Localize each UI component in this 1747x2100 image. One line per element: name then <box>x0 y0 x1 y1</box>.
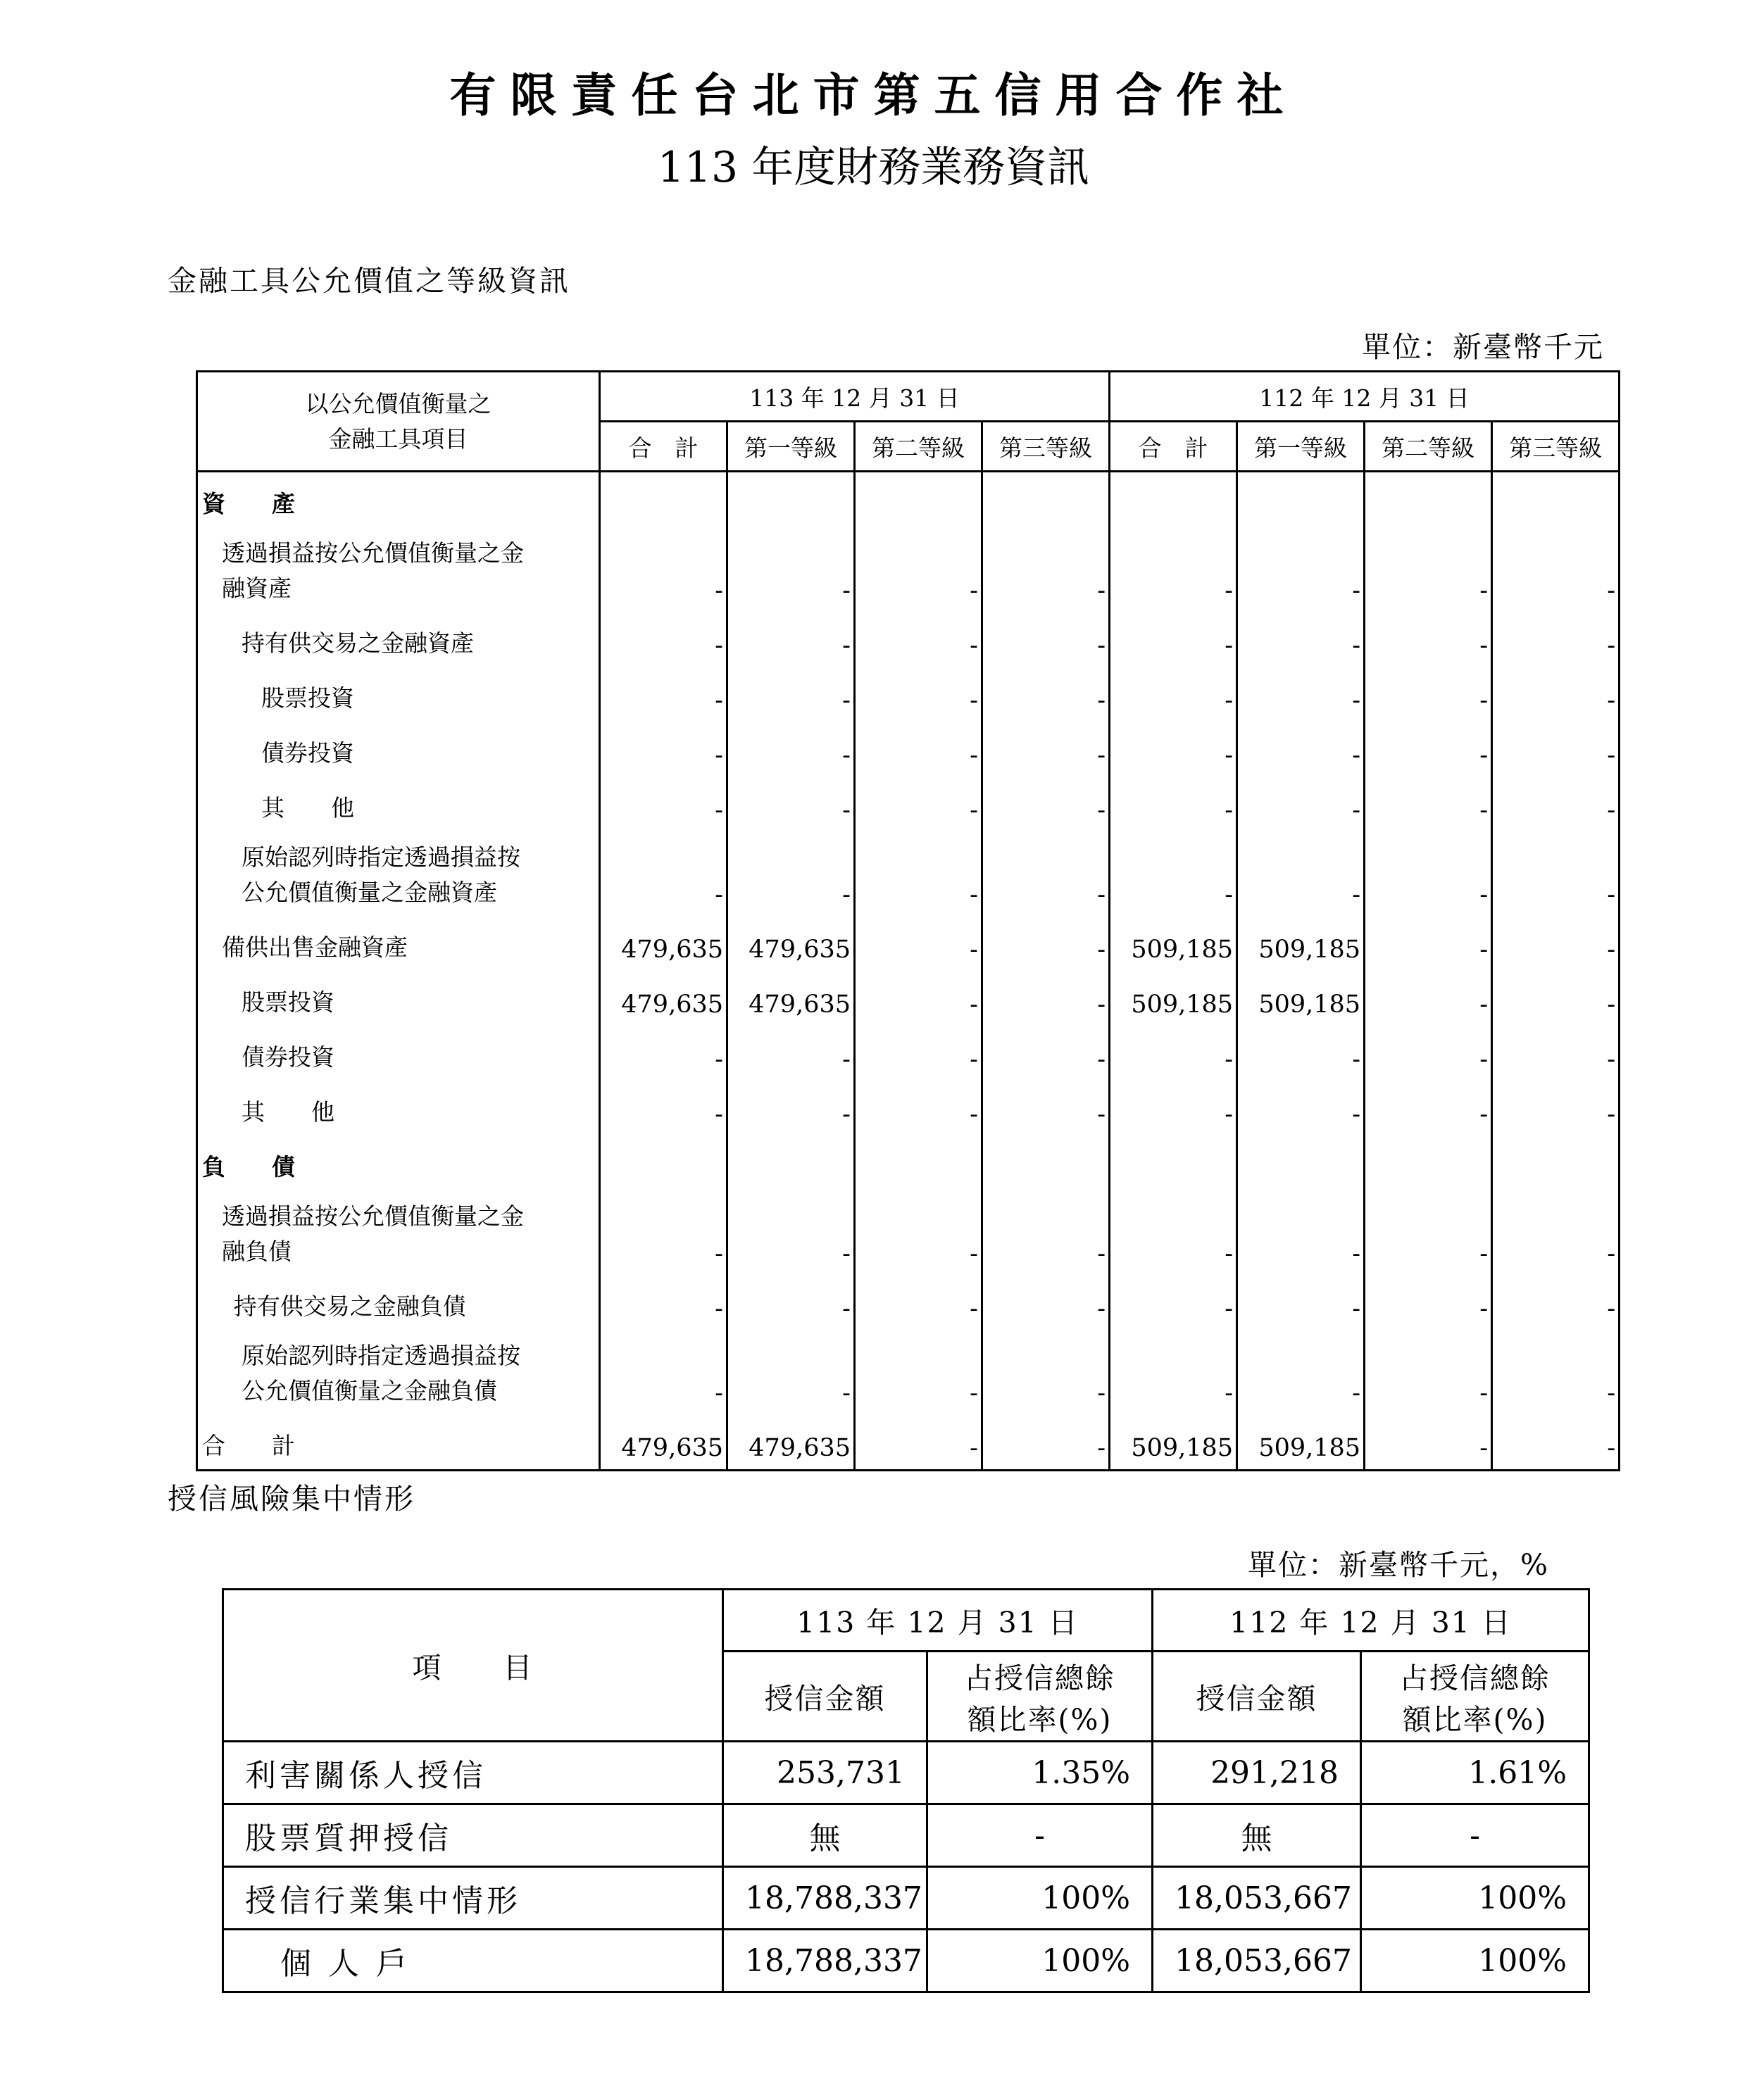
fair-value-section-title: 金融工具公允價值之等級資訊 <box>168 264 570 298</box>
credit-risk-table <box>222 1588 1590 1993</box>
row-label <box>197 472 600 528</box>
value-cell: - <box>1237 722 1365 777</box>
row-label <box>197 916 600 971</box>
row-label: 利害關係人授信 <box>223 1742 723 1804</box>
row-label <box>197 1275 600 1330</box>
credit-risk-section-title: 授信風險集中情形 <box>168 1482 415 1516</box>
value-cell: 479,635 <box>600 1414 727 1471</box>
value-cell: - <box>1361 1804 1589 1867</box>
value-cell: 479,635 <box>727 1414 855 1471</box>
value-cell <box>1110 1136 1237 1190</box>
value-cell: - <box>600 1081 727 1136</box>
value-cell: - <box>855 667 982 722</box>
row-label-line: 透過損益按公允價值衡量之金 <box>222 539 524 567</box>
row-label <box>197 722 600 777</box>
row-label-line: 股票投資 <box>242 988 334 1016</box>
value-cell: - <box>855 1330 982 1414</box>
value-cell: - <box>1237 1026 1365 1081</box>
table-row <box>197 1136 1620 1190</box>
value-cell: - <box>1492 1275 1620 1330</box>
value-cell: 479,635 <box>727 971 855 1026</box>
row-label-line: 原始認列時指定透過損益按 <box>242 1342 520 1369</box>
value-cell: - <box>1365 777 1492 831</box>
row-label <box>197 1026 600 1081</box>
row-label-line: 其 他 <box>242 1098 334 1126</box>
value-cell: - <box>1492 1190 1620 1275</box>
value-cell: - <box>1365 527 1492 612</box>
table-row <box>197 667 1620 722</box>
value-cell: 509,185 <box>1237 916 1365 971</box>
value-cell: - <box>982 1414 1110 1471</box>
value-cell: - <box>1237 1330 1365 1414</box>
value-cell: 1.61% <box>1361 1742 1589 1804</box>
value-cell: - <box>1237 1081 1365 1136</box>
value-cell: - <box>1110 1081 1237 1136</box>
value-cell <box>1492 1136 1620 1190</box>
table-row <box>197 1275 1620 1330</box>
value-cell: 509,185 <box>1110 916 1237 971</box>
row-label-line: 融資產 <box>222 574 292 602</box>
value-cell: - <box>600 527 727 612</box>
table-row <box>223 1804 1589 1867</box>
value-cell: 18,788,337 <box>723 1930 927 1992</box>
value-cell <box>1110 472 1237 528</box>
row-label-line: 股票投資 <box>261 684 354 712</box>
value-cell: - <box>982 1275 1110 1330</box>
value-cell: - <box>982 971 1110 1026</box>
row-label-line: 原始認列時指定透過損益按 <box>242 843 520 871</box>
value-cell: - <box>1110 777 1237 831</box>
value-cell: - <box>1365 831 1492 916</box>
value-cell: 479,635 <box>600 916 727 971</box>
value-cell <box>1365 472 1492 528</box>
row-label <box>197 1414 600 1471</box>
value-cell: - <box>1365 1330 1492 1414</box>
value-cell: 509,185 <box>1110 1414 1237 1471</box>
value-cell: - <box>727 777 855 831</box>
value-cell: - <box>600 722 727 777</box>
value-cell <box>600 1136 727 1190</box>
value-cell: - <box>1237 612 1365 667</box>
cr-period-112: 112 年 12 月 31 日 <box>1153 1590 1589 1652</box>
value-cell: 509,185 <box>1110 971 1237 1026</box>
cr-sub-header <box>927 1652 1153 1742</box>
value-cell: - <box>1492 612 1620 667</box>
value-cell: - <box>1365 916 1492 971</box>
value-cell: - <box>982 831 1110 916</box>
value-cell: - <box>1492 971 1620 1026</box>
value-cell: 100% <box>927 1867 1153 1930</box>
value-cell: - <box>855 916 982 971</box>
value-cell: - <box>982 777 1110 831</box>
fv-item-header <box>197 372 600 472</box>
value-cell: - <box>600 1026 727 1081</box>
value-cell: - <box>1237 1275 1365 1330</box>
value-cell: - <box>855 1275 982 1330</box>
credit-risk-unit: 單位：新臺幣千元，% <box>1248 1548 1549 1582</box>
document-title: 有限責任台北市第五信用合作社 <box>449 68 1298 122</box>
value-cell: 100% <box>1361 1867 1589 1930</box>
table-row <box>197 1414 1620 1471</box>
value-cell: - <box>600 1330 727 1414</box>
value-cell: - <box>1492 777 1620 831</box>
value-cell: - <box>1492 916 1620 971</box>
cr-sub-header-line: 授信金額 <box>764 1682 886 1716</box>
fv-level-header: 合 計 <box>1110 422 1237 472</box>
table-row <box>197 472 1620 528</box>
cr-item-header: 項 目 <box>223 1590 723 1742</box>
value-cell: - <box>855 971 982 1026</box>
value-cell: - <box>982 1026 1110 1081</box>
fv-level-header: 第二等級 <box>1365 422 1492 472</box>
cr-period-113: 113 年 12 月 31 日 <box>723 1590 1153 1652</box>
value-cell: - <box>982 1330 1110 1414</box>
table-row <box>223 1742 1589 1804</box>
value-cell: - <box>1110 831 1237 916</box>
value-cell <box>982 472 1110 528</box>
value-cell: - <box>1110 1190 1237 1275</box>
table-row <box>197 612 1620 667</box>
row-label: 股票質押授信 <box>223 1804 723 1867</box>
row-label <box>197 612 600 667</box>
row-label-line: 持有供交易之金融負債 <box>233 1293 466 1320</box>
value-cell: 253,731 <box>723 1742 927 1804</box>
table-row <box>197 916 1620 971</box>
value-cell: - <box>982 1190 1110 1275</box>
cr-sub-header-line: 額比率(%) <box>967 1702 1113 1737</box>
fv-level-header: 第二等級 <box>855 422 982 472</box>
value-cell: - <box>600 612 727 667</box>
value-cell: - <box>1110 1026 1237 1081</box>
fv-level-header: 第三等級 <box>1492 422 1620 472</box>
row-label <box>197 667 600 722</box>
value-cell: - <box>1365 1275 1492 1330</box>
table-row <box>197 1330 1620 1414</box>
value-cell: - <box>727 1190 855 1275</box>
value-cell: 291,218 <box>1153 1742 1361 1804</box>
value-cell: - <box>1110 612 1237 667</box>
fv-level-header: 第一等級 <box>727 422 855 472</box>
row-label <box>197 971 600 1026</box>
value-cell: - <box>727 722 855 777</box>
cr-sub-header-line: 占授信總餘 <box>1399 1661 1551 1695</box>
value-cell <box>727 1136 855 1190</box>
value-cell: - <box>855 527 982 612</box>
fv-level-header: 第一等級 <box>1237 422 1365 472</box>
value-cell: - <box>600 831 727 916</box>
row-label <box>197 1136 600 1190</box>
row-label-line: 融負債 <box>222 1238 292 1265</box>
value-cell <box>1237 1136 1365 1190</box>
table-row <box>223 1867 1589 1930</box>
value-cell: - <box>727 831 855 916</box>
row-label: 授信行業集中情形 <box>223 1867 723 1930</box>
value-cell: - <box>1110 1330 1237 1414</box>
value-cell: - <box>855 722 982 777</box>
value-cell: - <box>727 1275 855 1330</box>
document-subtitle: 113 年度財務業務資訊 <box>657 143 1090 192</box>
value-cell: 509,185 <box>1237 971 1365 1026</box>
value-cell: - <box>855 831 982 916</box>
row-label-line: 透過損益按公允價值衡量之金 <box>222 1202 524 1230</box>
value-cell <box>600 472 727 528</box>
value-cell: 100% <box>927 1930 1153 1992</box>
value-cell: - <box>1237 831 1365 916</box>
fv-period-113: 113 年 12 月 31 日 <box>600 372 1110 422</box>
cr-sub-header <box>723 1652 927 1742</box>
value-cell: - <box>727 527 855 612</box>
row-label <box>197 1190 600 1275</box>
row-label <box>197 1081 600 1136</box>
row-label <box>197 1330 600 1414</box>
value-cell: 479,635 <box>727 916 855 971</box>
value-cell: - <box>1237 667 1365 722</box>
value-cell: - <box>1492 667 1620 722</box>
value-cell: 18,788,337 <box>723 1867 927 1930</box>
value-cell: - <box>727 1026 855 1081</box>
value-cell <box>1492 472 1620 528</box>
value-cell: 479,635 <box>600 971 727 1026</box>
value-cell <box>982 1136 1110 1190</box>
value-cell: - <box>1237 1190 1365 1275</box>
value-cell: - <box>727 1081 855 1136</box>
value-cell: 18,053,667 <box>1153 1930 1361 1992</box>
value-cell: - <box>855 1414 982 1471</box>
row-label-line: 資 產 <box>202 490 295 517</box>
value-cell: - <box>855 1026 982 1081</box>
row-label-line: 債券投資 <box>242 1043 334 1071</box>
fv-level-header: 合 計 <box>600 422 727 472</box>
value-cell: - <box>1492 1081 1620 1136</box>
value-cell <box>727 472 855 528</box>
value-cell <box>1237 472 1365 528</box>
value-cell: - <box>1365 1081 1492 1136</box>
value-cell: - <box>982 916 1110 971</box>
table-row <box>223 1930 1589 1992</box>
cr-sub-header <box>1361 1652 1589 1742</box>
value-cell: - <box>1110 527 1237 612</box>
value-cell: - <box>1365 722 1492 777</box>
value-cell: - <box>1492 722 1620 777</box>
cr-sub-header-line: 授信金額 <box>1196 1682 1317 1716</box>
value-cell: - <box>855 777 982 831</box>
row-label-line: 公允價值衡量之金融資產 <box>242 879 497 906</box>
value-cell <box>1365 1136 1492 1190</box>
row-label <box>197 831 600 916</box>
value-cell: - <box>1365 667 1492 722</box>
cr-sub-header-line: 占授信總餘 <box>964 1661 1115 1695</box>
fv-item-header-line: 以公允價值衡量之 <box>305 389 491 417</box>
row-label-line: 持有供交易之金融資產 <box>242 629 474 657</box>
value-cell: - <box>600 1190 727 1275</box>
value-cell: 509,185 <box>1237 1414 1365 1471</box>
row-label-line: 其 他 <box>261 794 354 822</box>
row-label-line: 公允價值衡量之金融負債 <box>242 1377 497 1404</box>
row-label-line: 合 計 <box>202 1432 295 1459</box>
row-label <box>197 777 600 831</box>
cr-sub-header <box>1153 1652 1361 1742</box>
table-row <box>197 971 1620 1026</box>
value-cell: - <box>1365 1026 1492 1081</box>
value-cell: - <box>1365 1190 1492 1275</box>
value-cell: 18,053,667 <box>1153 1867 1361 1930</box>
row-label-line: 備供出售金融資產 <box>222 933 408 961</box>
value-cell: - <box>982 722 1110 777</box>
value-cell: - <box>855 1190 982 1275</box>
value-cell: - <box>1237 777 1365 831</box>
row-label-line: 債券投資 <box>261 739 354 767</box>
value-cell: - <box>1110 722 1237 777</box>
value-cell: 無 <box>1153 1804 1361 1867</box>
value-cell: - <box>727 612 855 667</box>
table-row <box>197 722 1620 777</box>
fv-item-header-line: 金融工具項目 <box>328 425 468 453</box>
fair-value-unit: 單位：新臺幣千元 <box>1362 330 1604 364</box>
value-cell: - <box>1492 1414 1620 1471</box>
value-cell: - <box>855 1081 982 1136</box>
value-cell: - <box>1110 667 1237 722</box>
value-cell: - <box>855 612 982 667</box>
table-row <box>197 1190 1620 1275</box>
value-cell: - <box>727 667 855 722</box>
value-cell: - <box>1492 527 1620 612</box>
value-cell <box>855 472 982 528</box>
value-cell: - <box>600 777 727 831</box>
value-cell: - <box>1492 1330 1620 1414</box>
value-cell: - <box>982 667 1110 722</box>
value-cell: - <box>600 667 727 722</box>
value-cell: - <box>982 1081 1110 1136</box>
value-cell: - <box>1365 1414 1492 1471</box>
table-row <box>197 527 1620 612</box>
table-row <box>197 777 1620 831</box>
row-label: 個 人 戶 <box>223 1930 723 1992</box>
value-cell <box>855 1136 982 1190</box>
value-cell: - <box>1237 527 1365 612</box>
table-row <box>197 831 1620 916</box>
value-cell: - <box>927 1804 1153 1867</box>
value-cell: - <box>982 612 1110 667</box>
value-cell: - <box>1110 1275 1237 1330</box>
value-cell: - <box>600 1275 727 1330</box>
fair-value-table <box>196 370 1620 1471</box>
fv-period-112: 112 年 12 月 31 日 <box>1110 372 1620 422</box>
value-cell: 無 <box>723 1804 927 1867</box>
value-cell: - <box>1365 612 1492 667</box>
value-cell: - <box>982 527 1110 612</box>
value-cell: - <box>1492 831 1620 916</box>
table-row <box>197 1081 1620 1136</box>
value-cell: 1.35% <box>927 1742 1153 1804</box>
fv-level-header: 第三等級 <box>982 422 1110 472</box>
row-label <box>197 527 600 612</box>
table-row <box>197 1026 1620 1081</box>
row-label-line: 負 債 <box>202 1153 295 1181</box>
value-cell: 100% <box>1361 1930 1589 1992</box>
value-cell: - <box>727 1330 855 1414</box>
value-cell: - <box>1365 971 1492 1026</box>
cr-sub-header-line: 額比率(%) <box>1402 1702 1548 1737</box>
value-cell: - <box>1492 1026 1620 1081</box>
